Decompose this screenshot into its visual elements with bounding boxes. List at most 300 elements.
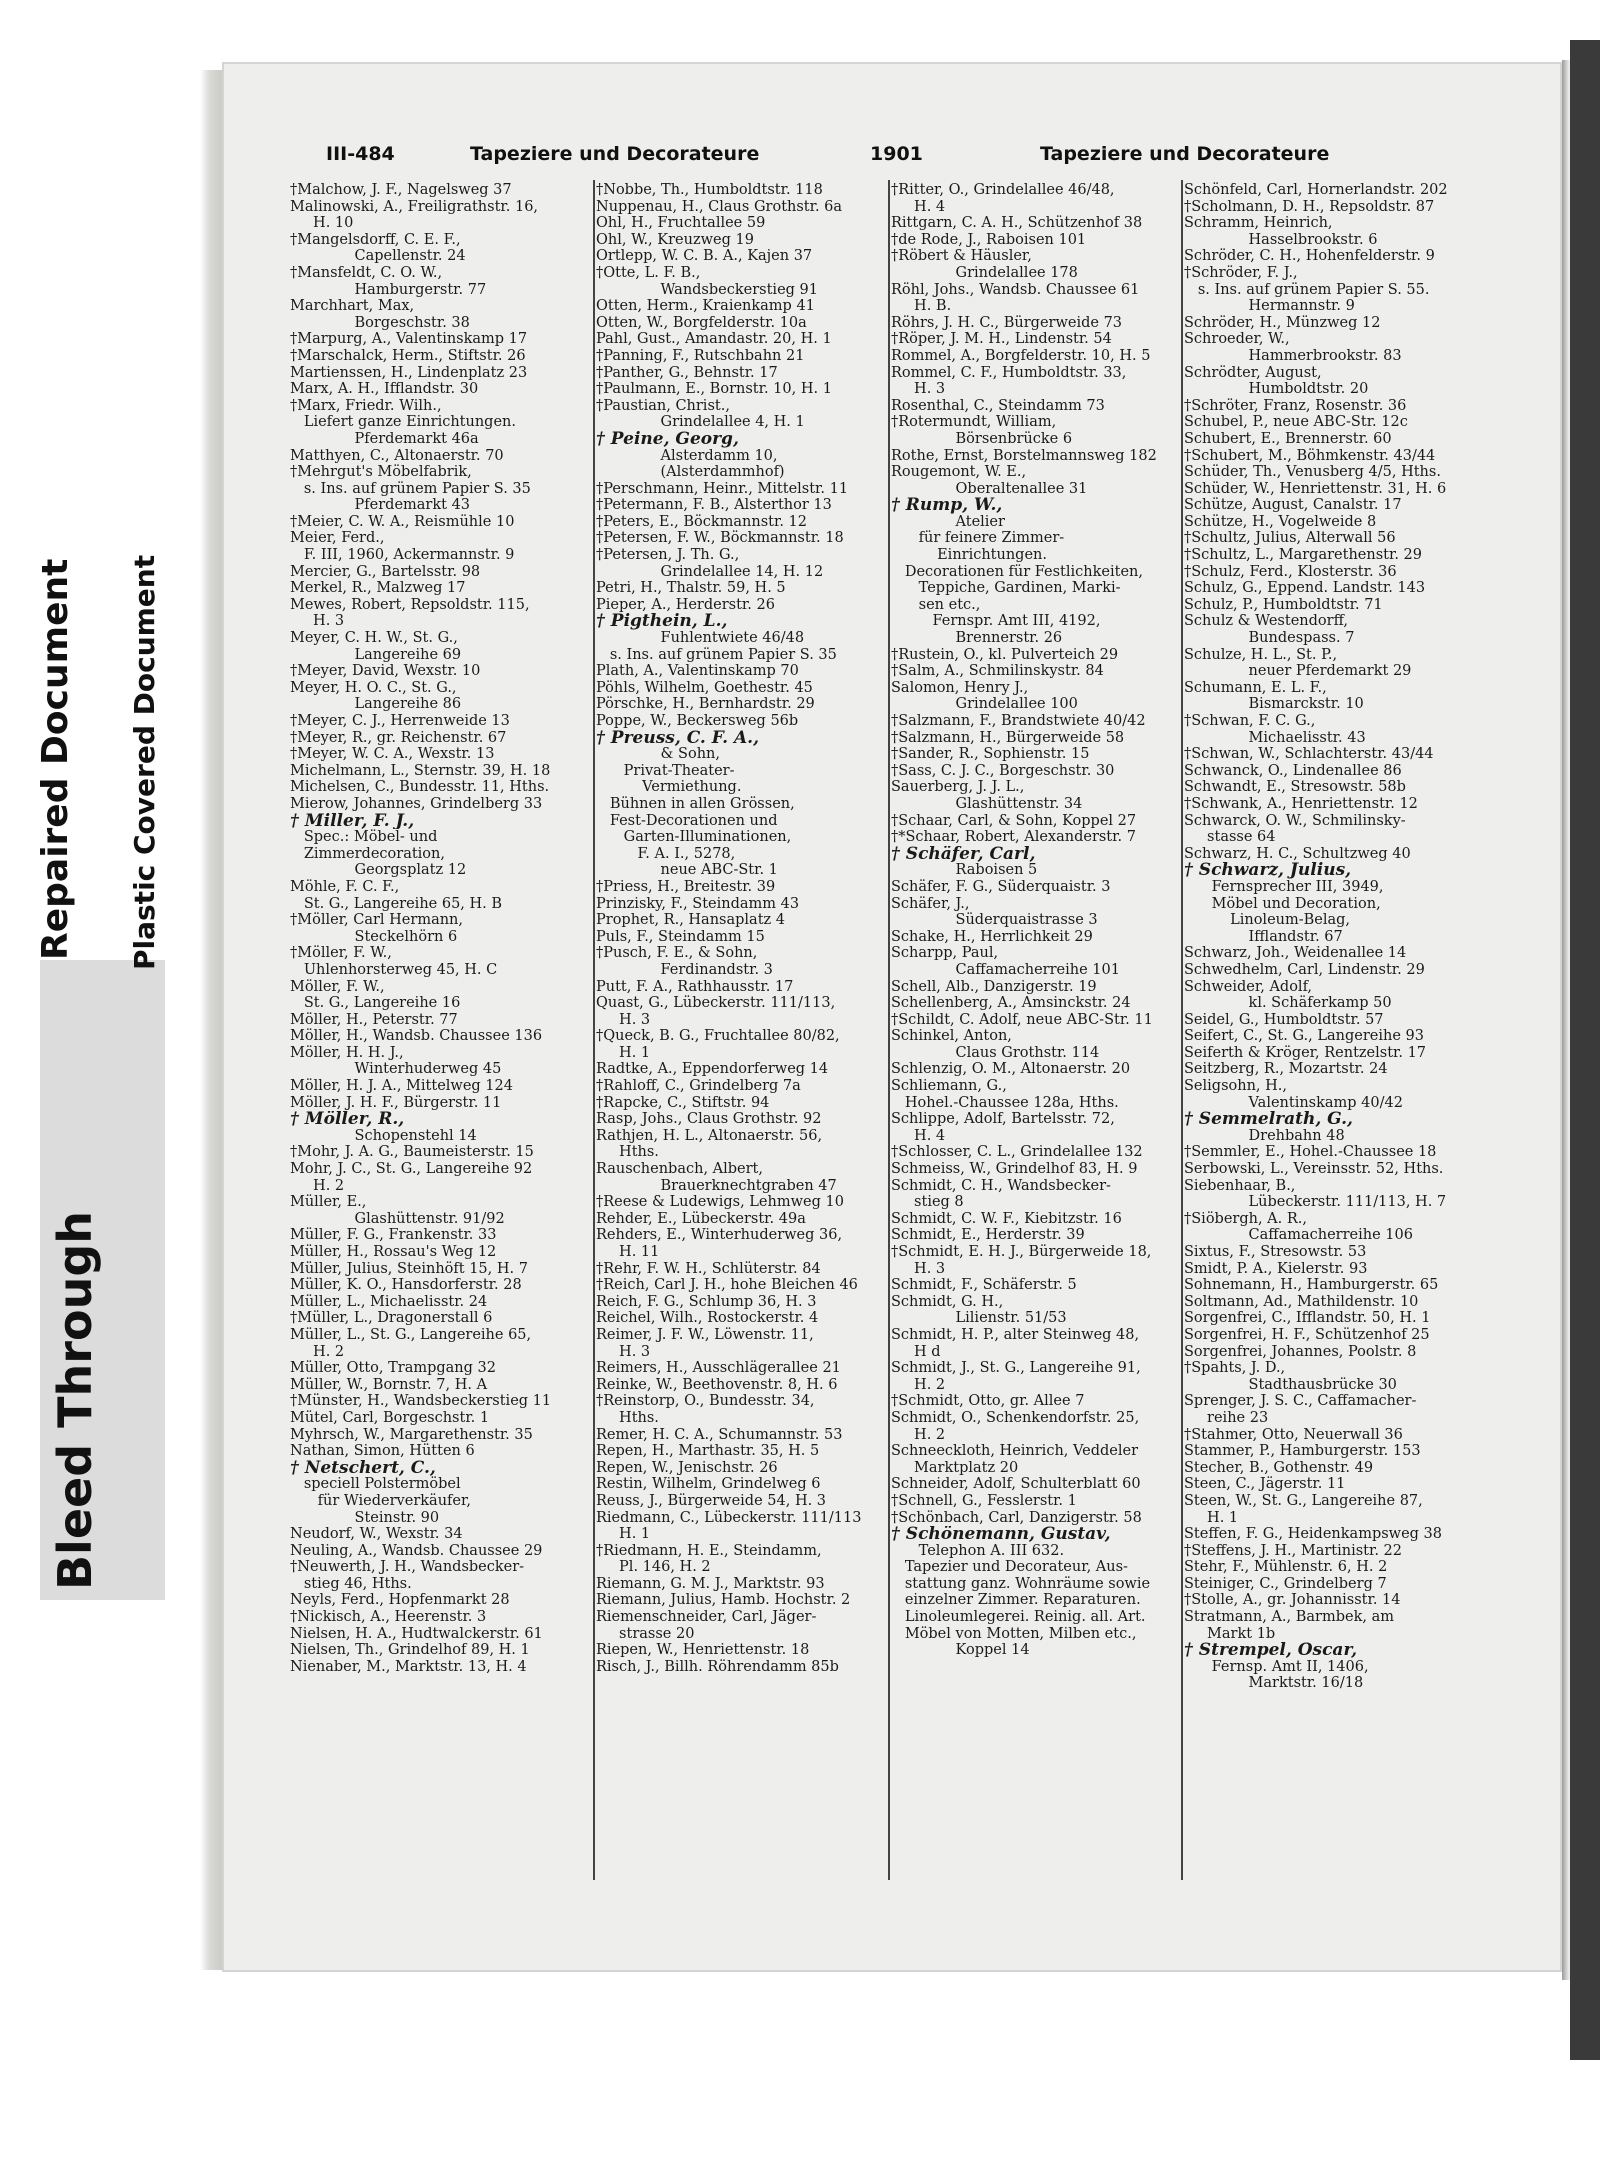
directory-entry: Meyer, C. H. W., St. G., [290, 630, 458, 647]
directory-entry: Bühnen in allen Grössen, [596, 795, 795, 812]
directory-entry: Schütze, H., Vogelweide 8 [1184, 513, 1377, 530]
directory-entry: Schüder, Th., Venusberg 4/5, Hths. [1184, 464, 1441, 481]
directory-entry: (Alsterdammhof) [596, 464, 785, 481]
directory-entry: †Sass, C. J. C., Borgeschstr. 30 [891, 762, 1115, 779]
directory-entry: Riepen, W., Henriettenstr. 18 [596, 1642, 810, 1659]
directory-entry: Ohl, W., Kreuzweg 19 [596, 231, 754, 248]
directory-entry: Wandsbeckerstieg 91 [596, 281, 818, 298]
directory-entry: Müller, W., Bornstr. 7, H. A [290, 1376, 488, 1393]
directory-entry: †Paustian, Christ., [596, 397, 730, 414]
directory-entry: †Panther, G., Behnstr. 17 [596, 364, 778, 381]
directory-entry: Rehder, E., Lübeckerstr. 49a [596, 1210, 806, 1227]
directory-entry: für Wiederverkäufer, [290, 1492, 471, 1509]
directory-entry: †Schmidt, E. H. J., Bürgerweide 18, [891, 1244, 1152, 1260]
directory-entry: Schäfer, F. G., Süderquaistr. 3 [891, 878, 1111, 895]
directory-entry: Schütze, August, Canalstr. 17 [1184, 497, 1402, 514]
directory-entry: Röhrs, J. H. C., Bürgerweide 73 [891, 314, 1123, 331]
directory-entry: Atelier [891, 513, 1005, 530]
directory-entry: Schwarz, H. C., Schultzweg 40 [1184, 845, 1411, 862]
directory-entry: Radtke, A., Eppendorferweg 14 [596, 1061, 829, 1078]
directory-entry: Petri, H., Thalstr. 59, H. 5 [596, 580, 786, 597]
directory-entry: Müller, Otto, Trampgang 32 [290, 1360, 496, 1377]
directory-entry: †Marpurg, A., Valentinskamp 17 [290, 331, 528, 348]
directory-entry: Rittgarn, C. A. H., Schützenhof 38 [891, 215, 1143, 232]
directory-entry: Bundespass. 7 [1184, 630, 1355, 647]
directory-entry: St. G., Langereihe 16 [290, 995, 461, 1012]
directory-entry: Schumann, E. L. F., [1184, 679, 1327, 696]
directory-entry: Otten, W., Borgfelderstr. 10a [596, 314, 807, 331]
directory-entry: Süderquaistrasse 3 [891, 912, 1098, 929]
directory-entry: Pferdemarkt 46a [290, 430, 479, 447]
directory-entry: Merkel, R., Malzweg 17 [290, 580, 466, 597]
directory-entry: Schulz & Westendorff, [1184, 613, 1348, 630]
directory-entry: Möbel von Motten, Milben etc., [891, 1625, 1137, 1642]
directory-entry: Rommel, C. F., Humboldtstr. 33, [891, 364, 1127, 381]
directory-entry: Michelsen, C., Bundesstr. 11, Hths. [290, 779, 550, 796]
directory-entry: Glashüttenstr. 91/92 [290, 1210, 505, 1227]
directory-entry: †Schröder, F. J., [1184, 264, 1298, 281]
directory-entry: Stehr, F., Mühlenstr. 6, H. 2 [1184, 1559, 1388, 1576]
directory-entry: Pieper, A., Herderstr. 26 [596, 596, 775, 613]
directory-entry: †Salzmann, F., Brandstwiete 40/42 [891, 713, 1146, 729]
directory-entry: Glashüttenstr. 34 [891, 795, 1083, 812]
directory-entry: H. 4 [891, 198, 946, 215]
directory-entry: Pörschke, H., Bernhardstr. 29 [596, 696, 815, 713]
directory-entry: Schubert, E., Brennerstr. 60 [1184, 430, 1392, 447]
directory-entry: Stammer, P., Hamburgerstr. 153 [1184, 1443, 1421, 1460]
directory-entry: †Schönbach, Carl, Danzigerstr. 58 [891, 1509, 1142, 1526]
directory-entry: Meyer, H. O. C., St. G., [290, 679, 457, 696]
directory-entry: für feinere Zimmer- [891, 530, 1065, 547]
directory-entry: H. 2 [290, 1343, 345, 1360]
directory-entry: Rommel, A., Borgfelderstr. 10, H. 5 [891, 347, 1151, 364]
directory-entry: kl. Schäferkamp 50 [1184, 995, 1392, 1012]
directory-entry: stieg 8 [891, 1194, 964, 1211]
directory-entry: Steffen, F. G., Heidenkampsweg 38 [1184, 1526, 1442, 1543]
directory-entry: † Schäfer, Carl, [891, 845, 1036, 863]
directory-entry: † Semmelrath, G., [1184, 1111, 1353, 1128]
directory-entry: St. G., Langereihe 65, H. B [290, 895, 503, 912]
directory-entry: † Netschert, C., [290, 1459, 436, 1477]
directory-entry: †Rotermundt, William, [891, 414, 1057, 431]
directory-entry: Serbowski, L., Vereinsstr. 52, Hths. [1184, 1161, 1444, 1178]
directory-entry: Schweider, Adolf, [1184, 978, 1313, 995]
directory-entry: Börsenbrücke 6 [891, 430, 1073, 447]
directory-entry: Grindelallee 14, H. 12 [596, 563, 824, 580]
repaired-document-label: Repaired Document [35, 558, 76, 960]
directory-entry: neuer Pferdemarkt 29 [1184, 663, 1412, 680]
directory-entry: stattung ganz. Wohnräume sowie [891, 1575, 1151, 1592]
directory-entry: Privat-Theater- [596, 762, 735, 779]
directory-entry: Möller, H., Peterstr. 77 [290, 1011, 458, 1028]
directory-entry: Prinzisky, F., Steindamm 43 [596, 895, 800, 912]
directory-entry: †Meyer, W. C. A., Wexstr. 13 [290, 746, 495, 763]
directory-entry: Sauerberg, J. J. L., [891, 779, 1025, 796]
directory-entry: Nuppenau, H., Claus Grothstr. 6a [596, 198, 843, 215]
directory-entry: Plath, A., Valentinskamp 70 [596, 663, 799, 680]
directory-entry: Mohr, J. C., St. G., Langereihe 92 [290, 1161, 533, 1178]
directory-entry: Schwarck, O. W., Schmilinsky- [1184, 812, 1406, 829]
directory-entry: †Priess, H., Breitestr. 39 [596, 878, 776, 895]
directory-entry: Risch, J., Billh. Röhrendamm 85b [596, 1658, 839, 1675]
directory-entry: Pl. 146, H. 2 [596, 1559, 711, 1576]
directory-entry: Liefert ganze Einrichtungen. [290, 414, 516, 431]
directory-entry: †Rustein, O., kl. Pulverteich 29 [891, 646, 1119, 663]
directory-entry: †Semmler, E., Hohel.-Chaussee 18 [1184, 1144, 1437, 1161]
directory-entry: Müller, E., [290, 1194, 367, 1211]
directory-entry: †Meyer, David, Wexstr. 10 [290, 663, 481, 680]
directory-entry: Brennerstr. 26 [891, 630, 1063, 647]
directory-entry: Schlippe, Adolf, Bartelsstr. 72, [891, 1111, 1115, 1128]
directory-entry: Steen, C., Jägerstr. 11 [1184, 1476, 1346, 1493]
directory-entry: Riemann, G. M. J., Marktstr. 93 [596, 1575, 825, 1592]
directory-entry: Rehders, E., Winterhuderweg 36, [596, 1227, 843, 1244]
directory-entry: F. A. I., 5278, [596, 845, 736, 862]
directory-entry: Bismarckstr. 10 [1184, 696, 1364, 713]
directory-entry: † Preuss, C. F. A., [596, 729, 759, 747]
directory-entry: Caffamacherreihe 106 [1184, 1227, 1413, 1244]
directory-entry: Reimer, J. F. W., Löwenstr. 11, [596, 1326, 814, 1343]
directory-entry: Hamburgerstr. 77 [290, 281, 487, 298]
directory-entry: †Schnell, G., Fesslerstr. 1 [891, 1492, 1077, 1509]
directory-entry: Schmidt, J., St. G., Langereihe 91, [891, 1360, 1141, 1377]
directory-entry: Röhl, Johs., Wandsb. Chaussee 61 [891, 281, 1140, 298]
directory-entry: †Schultz, L., Margarethenstr. 29 [1184, 547, 1422, 564]
directory-entry: Alsterdamm 10, [596, 447, 778, 464]
directory-entry: Nielsen, Th., Grindelhof 89, H. 1 [290, 1642, 530, 1659]
directory-entry: Telephon A. III 632. [891, 1542, 1065, 1559]
directory-entry: †Paulmann, E., Bornstr. 10, H. 1 [596, 381, 832, 398]
directory-entry: Putt, F. A., Rathhausstr. 17 [596, 978, 794, 995]
directory-entry: H. 10 [290, 215, 354, 232]
directory-entry: †Stahmer, Otto, Neuerwall 36 [1184, 1426, 1403, 1443]
directory-entry: †Röper, J. M. H., Lindenstr. 54 [891, 331, 1112, 348]
year: 1901 [870, 143, 923, 165]
directory-entry: Schmidt, F., Schäferstr. 5 [891, 1277, 1077, 1294]
column-rule [593, 180, 595, 1880]
directory-entry: Riedmann, C., Lübeckerstr. 111/113 [596, 1509, 862, 1526]
directory-entry: Schliemann, G., [891, 1078, 1007, 1095]
directory-entry: Schneider, Adolf, Schulterblatt 60 [891, 1476, 1141, 1493]
directory-entry: †Sander, R., Sophienstr. 15 [891, 746, 1090, 763]
directory-entry: Mewes, Robert, Repsoldstr. 115, [290, 596, 530, 613]
directory-entry: Seidel, G., Humboldtstr. 57 [1184, 1011, 1384, 1028]
directory-entry: Pferdemarkt 43 [290, 497, 471, 514]
directory-entry: Hermannstr. 9 [1184, 298, 1355, 315]
column-3 [891, 182, 1179, 1659]
directory-entry: †Queck, B. G., Fruchtallee 80/82, [596, 1028, 840, 1045]
directory-entry: †de Rode, J., Raboisen 101 [891, 231, 1087, 248]
directory-entry: Sohnemann, H., Hamburgerstr. 65 [1184, 1277, 1439, 1294]
directory-entry: Zimmerdecoration, [290, 845, 445, 862]
directory-entry: Ifflandstr. 67 [1184, 928, 1343, 945]
directory-entry: Fernsp. Amt II, 1406, [1184, 1658, 1369, 1675]
directory-entry: H d [891, 1343, 941, 1360]
directory-entry: Fest-Decorationen und [596, 812, 778, 829]
directory-entry: † Schönemann, Gustav, [891, 1526, 1111, 1543]
directory-entry: Schröder, H., Münzweg 12 [1184, 314, 1381, 331]
directory-entry: †Marschalck, Herm., Stiftstr. 26 [290, 347, 526, 364]
directory-entry: †Meier, C. W. A., Reismühle 10 [290, 513, 515, 530]
directory-entry: Langereihe 86 [290, 696, 462, 713]
directory-entry: Seligsohn, H., [1184, 1078, 1288, 1095]
directory-entry: †Salm, A., Schmilinskystr. 84 [891, 663, 1104, 680]
directory-entry: † Rump, W., [891, 497, 1003, 514]
page-left-edge [200, 70, 224, 1970]
directory-entry: Teppiche, Gardinen, Marki- [891, 580, 1121, 597]
directory-entry: Möller, F. W., [290, 978, 385, 995]
directory-entry: †Pusch, F. E., & Sohn, [596, 945, 758, 962]
directory-entry: Michelmann, L., Sternstr. 39, H. 18 [290, 762, 551, 779]
directory-entry: H. 2 [290, 1177, 345, 1194]
directory-entry: Rasp, Johs., Claus Grothstr. 92 [596, 1111, 822, 1128]
directory-entry: Schinkel, Anton, [891, 1028, 1012, 1045]
plastic-covered-label: Plastic Covered Document [128, 554, 161, 970]
directory-entry: Grindelallee 100 [891, 696, 1078, 713]
directory-entry: Nienaber, M., Marktstr. 13, H. 4 [290, 1658, 527, 1675]
directory-entry: †Mohr, J. A. G., Baumeisterstr. 15 [290, 1144, 534, 1161]
directory-entry: Restin, Wilhelm, Grindelweg 6 [596, 1476, 821, 1493]
directory-entry: Grindelallee 4, H. 1 [596, 414, 805, 431]
directory-entry: Riemenschneider, Carl, Jäger- [596, 1609, 817, 1626]
directory-entry: † Pigthein, L., [596, 613, 728, 631]
directory-entry: Brauerknechtgraben 47 [596, 1177, 837, 1194]
directory-entry: Myhrsch, W., Margarethenstr. 35 [290, 1426, 533, 1443]
directory-entry: †Riedmann, H. E., Steindamm, [596, 1542, 822, 1559]
directory-entry: Fernsprecher III, 3949, [1184, 878, 1384, 895]
directory-entry: Soltmann, Ad., Mathildenstr. 10 [1184, 1293, 1419, 1310]
directory-entry: Marktstr. 16/18 [1184, 1675, 1364, 1692]
directory-entry: Marktplatz 20 [891, 1459, 1019, 1476]
directory-entry: Ortlepp, W. C. B. A., Kajen 37 [596, 248, 813, 265]
directory-entry: Möller, J. H. F., Bürgerstr. 11 [290, 1094, 502, 1111]
column-2 [596, 182, 886, 1675]
directory-entry: †Stolle, A., gr. Johannisstr. 14 [1184, 1592, 1401, 1609]
directory-entry: Remer, H. C. A., Schumannstr. 53 [596, 1426, 843, 1443]
directory-entry: Grindelallee 178 [891, 264, 1078, 281]
directory-entry: †Münster, H., Wandsbeckerstieg 11 [290, 1393, 552, 1410]
directory-entry: Langereihe 69 [290, 646, 462, 663]
directory-entry: Martienssen, H., Lindenplatz 23 [290, 364, 528, 381]
directory-entry: Schulze, H. L., St. P., [1184, 646, 1338, 663]
directory-entry: †Ritter, O., Grindelallee 46/48, [891, 182, 1115, 198]
directory-entry: Neyls, Ferd., Hopfenmarkt 28 [290, 1592, 510, 1609]
directory-entry: Neudorf, W., Wexstr. 34 [290, 1526, 463, 1543]
directory-entry: Schmidt, E., Herderstr. 39 [891, 1227, 1085, 1244]
directory-entry: Humboldtstr. 20 [1184, 381, 1369, 398]
directory-entry: †Rahloff, C., Grindelberg 7a [596, 1078, 801, 1095]
directory-entry: Lilienstr. 51/53 [891, 1310, 1067, 1327]
directory-entry: Hths. [596, 1409, 659, 1426]
directory-entry: †Schlosser, C. L., Grindelallee 132 [891, 1144, 1143, 1161]
directory-entry: †Steffens, J. H., Martinistr. 22 [1184, 1542, 1402, 1559]
directory-entry: Schönfeld, Carl, Hornerlandstr. 202 [1184, 182, 1448, 198]
directory-entry: Seifert, C., St. G., Langereihe 93 [1184, 1028, 1424, 1045]
directory-entry: †Möller, Carl Hermann, [290, 912, 463, 929]
directory-entry: Fuhlentwiete 46/48 [596, 630, 805, 647]
directory-entry: Müller, L., Michaelisstr. 24 [290, 1293, 488, 1310]
directory-entry: Reich, F. G., Schlump 36, H. 3 [596, 1293, 817, 1310]
directory-entry: †Müller, L., Dragonerstall 6 [290, 1310, 493, 1327]
directory-entry: Borgeschstr. 38 [290, 314, 470, 331]
directory-entry: Schulz, P., Humboldtstr. 71 [1184, 596, 1383, 613]
directory-entry: Claus Grothstr. 114 [891, 1044, 1100, 1061]
directory-entry: †Petermann, F. B., Alsterthor 13 [596, 497, 832, 514]
directory-entry: Schroeder, W., [1184, 331, 1290, 348]
directory-entry: Schmidt, G. H., [891, 1293, 1004, 1310]
directory-entry: Decorationen für Festlichkeiten, [891, 563, 1143, 580]
column-rule [1181, 180, 1183, 1880]
directory-entry: Möller, H. J. A., Mittelweg 124 [290, 1078, 513, 1095]
directory-entry: Stadthausbrücke 30 [1184, 1376, 1397, 1393]
directory-entry: Schwarz, Joh., Weidenallee 14 [1184, 945, 1407, 962]
directory-entry: Sixtus, F., Stresowstr. 53 [1184, 1244, 1367, 1260]
directory-entry: †Schwan, W., Schlachterstr. 43/44 [1184, 746, 1434, 763]
directory-entry: Raboisen 5 [891, 862, 1038, 879]
directory-entry: Pahl, Gust., Amandastr. 20, H. 1 [596, 331, 832, 348]
directory-entry: †Siöbergh, A. R., [1184, 1210, 1308, 1227]
directory-entry: Schellenberg, A., Amsinckstr. 24 [891, 995, 1131, 1012]
directory-entry: Garten-Illuminationen, [596, 829, 792, 846]
directory-entry: †Schulz, Ferd., Klosterstr. 36 [1184, 563, 1397, 580]
directory-entry: Spec.: Möbel- und [290, 829, 438, 846]
directory-entry: Sprenger, J. S. C., Caffamacher- [1184, 1393, 1417, 1410]
directory-entry: Möller, H. H. J., [290, 1044, 404, 1061]
directory-entry: strasse 20 [596, 1625, 695, 1642]
directory-entry: Salomon, Henry J., [891, 679, 1029, 696]
directory-entry: Rougemont, W. E., [891, 464, 1027, 481]
directory-entry: H. 2 [891, 1376, 946, 1393]
directory-entry: †Meyer, C. J., Herrenweide 13 [290, 713, 510, 729]
directory-entry: †Schmidt, Otto, gr. Allee 7 [891, 1393, 1085, 1410]
directory-entry: Smidt, P. A., Kielerstr. 93 [1184, 1260, 1368, 1277]
directory-entry: Sorgenfrei, Johannes, Poolstr. 8 [1184, 1343, 1417, 1360]
directory-entry: Reinke, W., Beethovenstr. 8, H. 6 [596, 1376, 838, 1393]
directory-entry: Reichel, Wilh., Rostockerstr. 4 [596, 1310, 819, 1327]
directory-entry: Schmidt, C. W. F., Kiebitzstr. 16 [891, 1210, 1122, 1227]
directory-entry: Markt 1b [1184, 1625, 1276, 1642]
directory-entry: Schwedhelm, Carl, Lindenstr. 29 [1184, 961, 1425, 978]
directory-entry: Möhle, F. C. F., [290, 878, 400, 895]
directory-entry: Otten, Herm., Kraienkamp 41 [596, 298, 815, 315]
directory-entry: Marx, A. H., Ifflandstr. 30 [290, 381, 479, 398]
directory-entry: Schake, H., Herrlichkeit 29 [891, 928, 1093, 945]
directory-entry: Schwandt, E., Stresowstr. 58b [1184, 779, 1406, 796]
directory-entry: Meier, Ferd., [290, 530, 385, 547]
directory-entry: Schwanck, O., Lindenallee 86 [1184, 762, 1402, 779]
directory-entry: H. 3 [596, 1343, 651, 1360]
directory-entry: Steiniger, C., Grindelberg 7 [1184, 1575, 1387, 1592]
directory-entry: Drehbahn 48 [1184, 1127, 1345, 1144]
directory-entry: Caffamacherreihe 101 [891, 961, 1120, 978]
directory-entry: H. 1 [596, 1526, 651, 1543]
directory-entry: Hasselbrookstr. 6 [1184, 231, 1378, 248]
page-number: III-484 [326, 143, 395, 165]
directory-entry: † Strempel, Oscar, [1184, 1642, 1358, 1659]
directory-entry: †Nobbe, Th., Humboldtstr. 118 [596, 182, 823, 198]
directory-entry: Schmidt, C. H., Wandsbecker- [891, 1177, 1111, 1194]
directory-entry: s. Ins. auf grünem Papier S. 35 [596, 646, 837, 663]
directory-entry: Poppe, W., Beckersweg 56b [596, 713, 799, 729]
directory-entry: †Reich, Carl J. H., hohe Bleichen 46 [596, 1277, 858, 1294]
directory-entry: Michaelisstr. 43 [1184, 729, 1366, 746]
directory-entry: Steinstr. 90 [290, 1509, 440, 1526]
directory-entry: s. Ins. auf grünem Papier S. 35 [290, 480, 531, 497]
directory-entry: †Mangelsdorff, C. E. F., [290, 231, 461, 248]
directory-entry: Uhlenhorsterweg 45, H. C [290, 961, 498, 978]
directory-entry: sen etc., [891, 596, 981, 613]
directory-entry: Sorgenfrei, H. F., Schützenhof 25 [1184, 1326, 1430, 1343]
directory-entry: H. 11 [596, 1244, 660, 1260]
directory-entry: Scharpp, Paul, [891, 945, 999, 962]
column-rule [888, 180, 890, 1880]
directory-entry: Müller, F. G., Frankenstr. 33 [290, 1227, 497, 1244]
left-running-title: Tapeziere und Decorateure [470, 143, 760, 165]
directory-entry: Lübeckerstr. 111/113, H. 7 [1184, 1194, 1447, 1211]
directory-entry: Müller, K. O., Hansdorferstr. 28 [290, 1277, 522, 1294]
directory-entry: Rathjen, H. L., Altonaerstr. 56, [596, 1127, 823, 1144]
directory-entry: †Röbert & Häusler, [891, 248, 1032, 265]
directory-entry: Schopenstehl 14 [290, 1127, 477, 1144]
directory-entry: Siebenhaar, B., [1184, 1177, 1296, 1194]
directory-entry: Hths. [596, 1144, 659, 1161]
directory-entry: Schell, Alb., Danzigerstr. 19 [891, 978, 1097, 995]
directory-entry: Pöhls, Wilhelm, Goethestr. 45 [596, 679, 813, 696]
directory-entry: Seitzberg, R., Mozartstr. 24 [1184, 1061, 1388, 1078]
directory-entry: einzelner Zimmer. Reparaturen. [891, 1592, 1141, 1609]
directory-entry: † Peine, Georg, [596, 430, 739, 448]
directory-entry: Malinowski, A., Freiligrathstr. 16, [290, 198, 539, 215]
directory-entry: †Schröter, Franz, Rosenstr. 36 [1184, 397, 1407, 414]
directory-entry: †Malchow, J. F., Nagelsweg 37 [290, 182, 512, 198]
directory-entry: Prophet, R., Hansaplatz 4 [596, 912, 785, 929]
column-4 [1184, 182, 1474, 1692]
directory-entry: Riemann, Julius, Hamb. Hochstr. 2 [596, 1592, 851, 1609]
directory-entry: s. Ins. auf grünem Papier S. 55. [1184, 281, 1430, 298]
directory-entry: Möbel und Decoration, [1184, 895, 1381, 912]
directory-entry: Nathan, Simon, Hütten 6 [290, 1443, 475, 1460]
directory-entry: Schröder, C. H., Hohenfelderstr. 9 [1184, 248, 1435, 265]
directory-entry: H. 1 [596, 1044, 651, 1061]
directory-entry: Koppel 14 [891, 1642, 1030, 1659]
directory-entry: Möller, H., Wandsb. Chaussee 136 [290, 1028, 543, 1045]
directory-entry: Müller, H., Rossau's Weg 12 [290, 1244, 497, 1260]
directory-entry: Schmeiss, W., Grindelhof 83, H. 9 [891, 1161, 1138, 1178]
directory-entry: † Möller, R., [290, 1111, 405, 1128]
directory-entry: †Schultz, Julius, Alterwall 56 [1184, 530, 1396, 547]
directory-entry: †Mansfeldt, C. O. W., [290, 264, 443, 281]
directory-entry: & Sohn, [596, 746, 720, 763]
directory-entry: †Peters, E., Böckmannstr. 12 [596, 513, 807, 530]
directory-entry: Schäfer, J., [891, 895, 970, 912]
directory-entry: H. 3 [891, 381, 946, 398]
directory-entry: †Scholmann, D. H., Repsoldstr. 87 [1184, 198, 1435, 215]
directory-entry: †Panning, F., Rutschbahn 21 [596, 347, 805, 364]
binding-strip [1570, 40, 1600, 2060]
directory-entry: Georgsplatz 12 [290, 862, 467, 879]
directory-entry: Müller, L., St. G., Langereihe 65, [290, 1326, 532, 1343]
directory-entry: Einrichtungen. [891, 547, 1047, 564]
directory-entry: †Schildt, C. Adolf, neue ABC-Str. 11 [891, 1011, 1153, 1028]
directory-entry: Steen, W., St. G., Langereihe 87, [1184, 1492, 1423, 1509]
directory-entry: reihe 23 [1184, 1409, 1269, 1426]
directory-entry: Vermiethung. [596, 779, 742, 796]
directory-entry: Linoleumlegerei. Reinig. all. Art. [891, 1609, 1146, 1626]
directory-entry: Schneeckloth, Heinrich, Veddeler [891, 1443, 1139, 1460]
directory-entry: †Otte, L. F. B., [596, 264, 701, 281]
directory-entry: Steckelhörn 6 [290, 928, 458, 945]
directory-entry: † Schwarz, Julius, [1184, 862, 1352, 879]
